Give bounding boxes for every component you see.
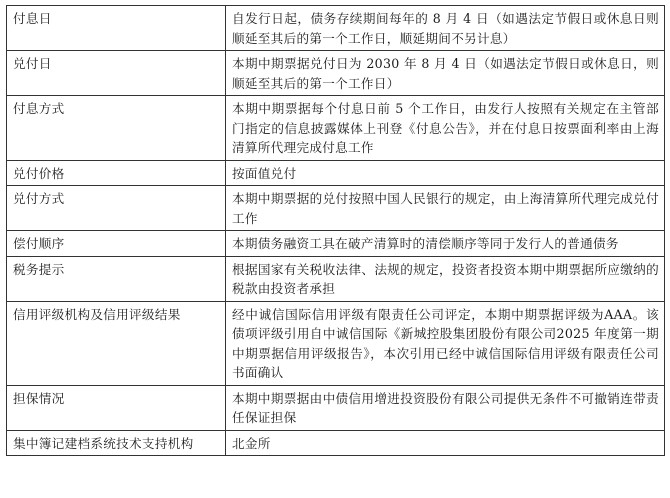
row-label-guarantee: 担保情况	[7, 385, 226, 430]
row-label-credit-rating: 信用评级机构及信用评级结果	[7, 301, 226, 385]
table-row	[7, 186, 665, 231]
bond-terms-table	[6, 5, 665, 456]
row-value-credit-rating: 经中诚信国际信用评级有限责任公司评定，本期中期票据评级为AAA。该债项评级引用自中诚信国际《新城控股集团股份有限公司2025 年度第一期中期票据信用评级报告》，本次引用已经中诚信国际信用评级有限责任公司书面确认	[226, 301, 665, 385]
row-label-bookbuilding-support: 集中簿记建档系统技术支持机构	[7, 430, 226, 456]
row-label-interest-payment-method: 付息方式	[7, 96, 226, 161]
table-row	[7, 430, 665, 456]
row-label-interest-payment-date: 付息日	[7, 6, 226, 51]
row-value-redemption-method: 本期中期票据的兑付按照中国人民银行的规定，由上海清算所代理完成兑付工作	[226, 186, 665, 231]
row-label-repayment-order: 偿付顺序	[7, 231, 226, 257]
row-value-bookbuilding-support: 北金所	[226, 430, 665, 456]
row-value-redemption-date: 本期中期票据兑付日为 2030 年 8 月 4 日（如遇法定节假日或休息日，则顺延至其后的第一个工作日）	[226, 51, 665, 96]
table-row	[7, 160, 665, 186]
row-label-tax-notice: 税务提示	[7, 256, 226, 301]
row-value-repayment-order: 本期债务融资工具在破产清算时的清偿顺序等同于发行人的普通债务	[226, 231, 665, 257]
row-value-interest-payment-date: 自发行日起，债务存续期间每年的 8 月 4 日（如遇法定节假日或休息日则顺延至其后的第一个工作日，顺延期间不另计息）	[226, 6, 665, 51]
table-row	[7, 301, 665, 385]
table-row	[7, 256, 665, 301]
row-value-redemption-price: 按面值兑付	[226, 160, 665, 186]
table-row	[7, 51, 665, 96]
table-row	[7, 96, 665, 161]
row-label-redemption-method: 兑付方式	[7, 186, 226, 231]
table-row	[7, 6, 665, 51]
row-label-redemption-price: 兑付价格	[7, 160, 226, 186]
row-value-interest-payment-method: 本期中期票据每个付息日前 5 个工作日，由发行人按照有关规定在主管部门指定的信息披露媒体上刊登《付息公告》，并在付息日按票面利率由上海清算所代理完成付息工作	[226, 96, 665, 161]
row-value-tax-notice: 根据国家有关税收法律、法规的规定，投资者投资本期中期票据所应缴纳的税款由投资者承担	[226, 256, 665, 301]
table-row	[7, 231, 665, 257]
row-value-guarantee: 本期中期票据由中债信用增进投资股份有限公司提供无条件不可撤销连带责任保证担保	[226, 385, 665, 430]
row-label-redemption-date: 兑付日	[7, 51, 226, 96]
table-row	[7, 385, 665, 430]
